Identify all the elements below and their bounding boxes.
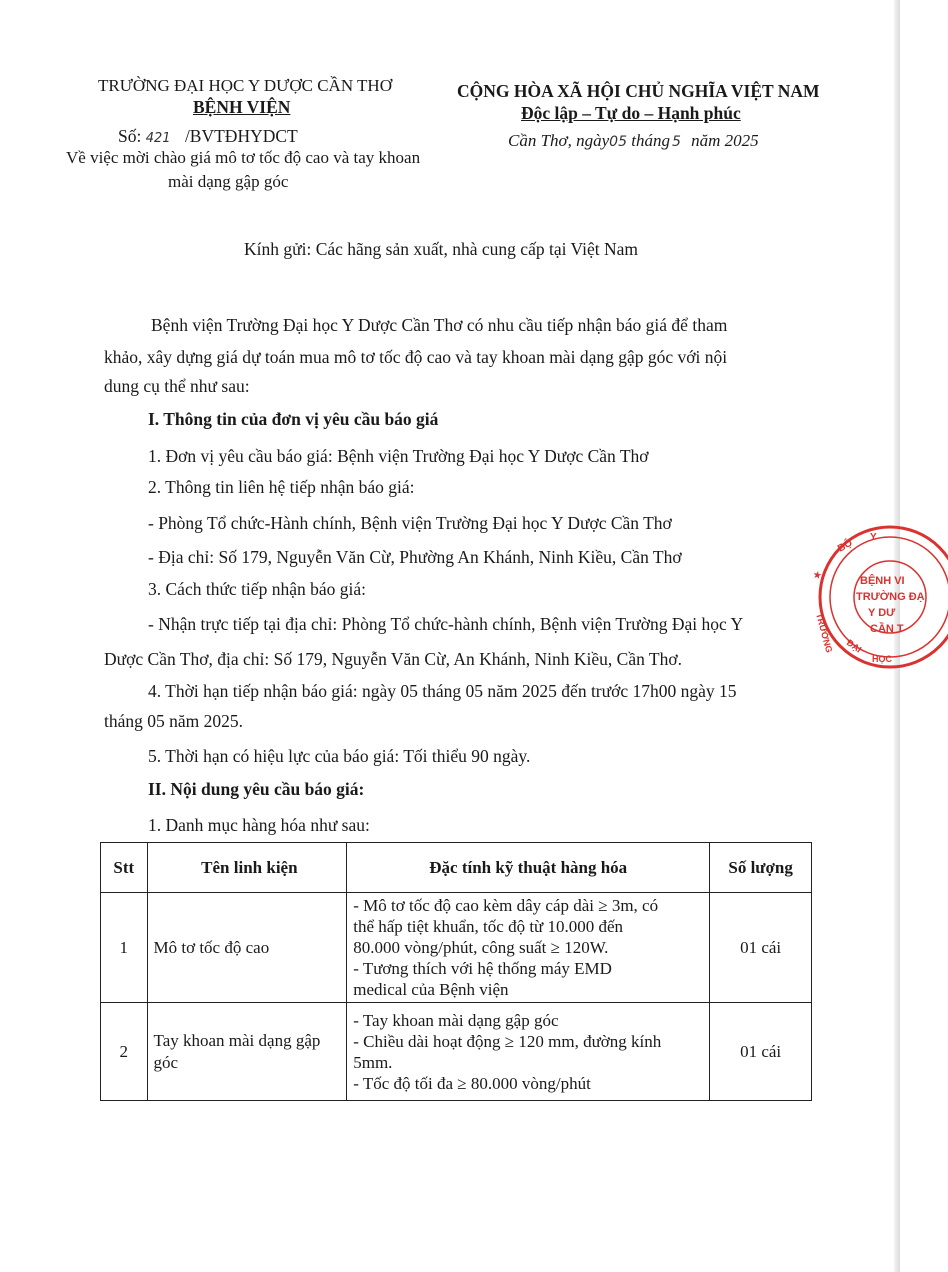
- svg-text:BỆNH VI: BỆNH VI: [860, 575, 905, 587]
- svg-text:Y DƯ: Y DƯ: [868, 607, 896, 619]
- row-2-name: Tay khoan mài dạng gập góc: [147, 1003, 347, 1101]
- row-1-spec-line-4: - Tương thích với hệ thống máy EMD: [353, 959, 612, 978]
- row-2-spec-line-3: 5mm.: [353, 1052, 393, 1072]
- section-1-heading: I. Thông tin của đơn vị yêu cầu báo giá: [148, 409, 439, 429]
- section-1-item-2b: - Địa chỉ: Số 179, Nguyễn Văn Cừ, Phường An Khánh, Ninh Kiều, Cần Thơ: [148, 547, 682, 567]
- row-1-spec-line-2: thể hấp tiệt khuẩn, tốc độ từ 10.000 đến: [353, 917, 624, 936]
- svg-text:TRƯỜNG: TRƯỜNG: [814, 611, 835, 654]
- unit-name: [193, 97, 290, 118]
- row-1-spec-line-1: - Mô tơ tốc độ cao kèm dây cáp dài ≥ 3m, có: [353, 896, 659, 915]
- subject-line-2: mài dạng gập góc: [168, 172, 289, 191]
- svg-text:Y: Y: [870, 532, 877, 543]
- row-1-spec: [347, 893, 710, 1003]
- header-spec: Đặc tính kỹ thuật hàng hóa: [347, 843, 710, 893]
- row-1-qty: 01 cái: [710, 893, 812, 1003]
- header-stt: Stt: [101, 843, 148, 893]
- intro-line-2: khảo, xây dựng giá dự toán mua mô tơ tốc độ cao và tay khoan mài dạng gập góc với nội: [104, 347, 728, 367]
- date-day: 05: [609, 134, 627, 150]
- section-1-item-2a: - Phòng Tổ chức-Hành chính, Bệnh viện Trường Đại học Y Dược Cần Thơ: [148, 513, 672, 533]
- document-number: [118, 126, 298, 147]
- section-2-item-1: 1. Danh mục hàng hóa như sau:: [148, 815, 370, 835]
- row-2-spec-line-2: - Chiều dài hoạt động ≥ 120 mm, đường kính: [353, 1031, 662, 1051]
- svg-text:TRƯỜNG ĐẠ: TRƯỜNG ĐẠ: [856, 591, 925, 603]
- row-2-spec: [347, 1003, 710, 1101]
- header-name: Tên linh kiện: [147, 843, 347, 893]
- subject-line-1: Về việc mời chào giá mô tơ tốc độ cao và tay khoan: [66, 148, 421, 167]
- svg-text:BỘ: BỘ: [836, 537, 855, 555]
- svg-text:ĐẠI: ĐẠI: [844, 637, 864, 655]
- section-1-item-1: 1. Đơn vị yêu cầu báo giá: Bệnh viện Trường Đại học Y Dược Cần Thơ: [148, 446, 649, 466]
- intro-line-3: dung cụ thể như sau:: [104, 376, 250, 396]
- nation-title: CỘNG HÒA XÃ HỘI CHỦ NGHĨA VIỆT NAM: [457, 81, 820, 101]
- row-2-qty: 01 cái: [710, 1003, 812, 1101]
- goods-table: [100, 842, 812, 1101]
- table-row: [101, 893, 812, 1003]
- motto-text: Độc lập – Tự do – Hạnh phúc: [521, 103, 741, 123]
- section-1-item-3a-line-2: Dược Cần Thơ, địa chỉ: Số 179, Nguyễn Văn Cừ, An Khánh, Ninh Kiều, Cần Thơ.: [104, 649, 683, 669]
- row-1-stt: 1: [101, 893, 148, 1003]
- section-1-item-5: 5. Thời hạn có hiệu lực của báo giá: Tối thiểu 90 ngày.: [148, 746, 531, 766]
- unit-name-text: BỆNH VIỆN: [193, 97, 291, 117]
- section-1-item-3: 3. Cách thức tiếp nhận báo giá:: [148, 579, 366, 599]
- section-1-item-4-line-1: 4. Thời hạn tiếp nhận báo giá: ngày 05 tháng 05 năm 2025 đến trước 17h00 ngày 15: [148, 681, 737, 701]
- date-month-label: tháng: [631, 131, 670, 150]
- official-seal: [808, 522, 948, 672]
- svg-text:CẦN T: CẦN T: [870, 623, 904, 635]
- table-header-row: [101, 843, 812, 893]
- institution-name: TRƯỜNG ĐẠI HỌC Y DƯỢC CẦN THƠ: [98, 76, 392, 95]
- header-qty: Số lượng: [710, 843, 812, 893]
- date-year: năm 2025: [691, 131, 759, 150]
- section-2-heading: II. Nội dung yêu cầu báo giá:: [148, 779, 365, 799]
- row-1-name: Mô tơ tốc độ cao: [147, 893, 347, 1003]
- svg-text:★: ★: [810, 569, 824, 581]
- row-2-spec-line-4: - Tốc độ tối đa ≥ 80.000 vòng/phút: [353, 1073, 591, 1093]
- row-2-spec-line-1: - Tay khoan mài dạng gập góc: [353, 1010, 559, 1030]
- section-1-item-2: 2. Thông tin liên hệ tiếp nhận báo giá:: [148, 477, 415, 497]
- svg-text:HỌC: HỌC: [872, 654, 892, 664]
- salutation: Kính gửi: Các hãng sản xuất, nhà cung cấp tại Việt Nam: [244, 239, 638, 259]
- row-2-stt: 2: [101, 1003, 148, 1101]
- intro-line-1: Bệnh viện Trường Đại học Y Dược Cần Thơ có nhu cầu tiếp nhận báo giá để tham: [151, 315, 728, 335]
- motto: [521, 103, 741, 124]
- date-place: [508, 131, 759, 151]
- document-number-suffix: /BVTĐHYDCT: [184, 126, 298, 146]
- row-1-spec-line-5: medical của Bệnh viện: [353, 980, 509, 999]
- table-row: [101, 1003, 812, 1101]
- document-number-prefix: Số:: [118, 126, 142, 146]
- section-1-item-4-line-2: tháng 05 năm 2025.: [104, 711, 244, 731]
- date-month: 5: [671, 134, 681, 150]
- document-number-handwritten: 421: [145, 131, 171, 146]
- date-place-label: Cần Thơ, ngày: [508, 131, 610, 150]
- row-1-spec-line-3: 80.000 vòng/phút, công suất ≥ 120W.: [353, 938, 609, 957]
- section-1-item-3a-line-1: - Nhận trực tiếp tại địa chỉ: Phòng Tổ chức-hành chính, Bệnh viện Trường Đại học Y: [148, 614, 744, 634]
